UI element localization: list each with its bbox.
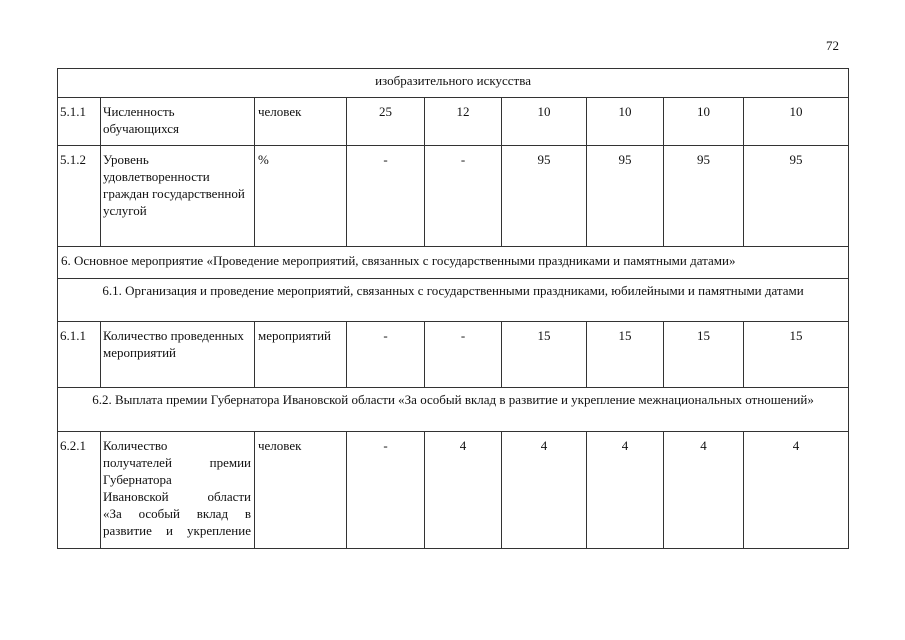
section-heading: 6. Основное мероприятие «Проведение мероприятий, связанных с государственными праздниками и памятными датами» bbox=[58, 247, 849, 279]
table-row bbox=[58, 146, 849, 247]
value-cell: - bbox=[425, 322, 502, 388]
table-row bbox=[58, 247, 849, 279]
value-cell: 15 bbox=[502, 322, 587, 388]
subsection-heading: 6.2. Выплата премии Губернатора Ивановской области «За особый вклад в развитие и укрепление межнациональных отношений» bbox=[58, 388, 849, 432]
indicator-name-line: Ивановской области bbox=[103, 489, 251, 504]
value-cell: 4 bbox=[502, 432, 587, 549]
row-code: 5.1.2 bbox=[58, 146, 101, 247]
table-row bbox=[58, 98, 849, 146]
table-row bbox=[58, 69, 849, 98]
row-code: 6.1.1 bbox=[58, 322, 101, 388]
indicator-name: Численность обучающихся bbox=[101, 98, 255, 146]
indicator-name: Уровень удовлетворенности граждан государственной услугой bbox=[101, 146, 255, 247]
table-row bbox=[58, 432, 849, 549]
row-code: 6.2.1 bbox=[58, 432, 101, 549]
unit-cell: мероприятий bbox=[255, 322, 347, 388]
value-cell: - bbox=[347, 146, 425, 247]
indicator-name-line: «За особый вклад в bbox=[103, 506, 251, 521]
value-cell: - bbox=[425, 146, 502, 247]
indicator-name: Количество проведенных мероприятий bbox=[101, 322, 255, 388]
indicator-name-line: получателей премии bbox=[103, 455, 251, 470]
value-cell: 12 bbox=[425, 98, 502, 146]
value-cell: 10 bbox=[664, 98, 744, 146]
value-cell: 25 bbox=[347, 98, 425, 146]
indicator-name bbox=[101, 432, 255, 549]
unit-cell: человек bbox=[255, 98, 347, 146]
table-row bbox=[58, 322, 849, 388]
value-cell: 10 bbox=[744, 98, 849, 146]
unit-cell: % bbox=[255, 146, 347, 247]
value-cell: 4 bbox=[425, 432, 502, 549]
indicators-table bbox=[57, 68, 849, 549]
row-code: 5.1.1 bbox=[58, 98, 101, 146]
value-cell: 10 bbox=[587, 98, 664, 146]
value-cell: 95 bbox=[587, 146, 664, 247]
page-number: 72 bbox=[826, 38, 839, 53]
section-continuation: изобразительного искусства bbox=[58, 69, 849, 98]
value-cell: - bbox=[347, 432, 425, 549]
indicator-name-line: развитие и укрепление bbox=[103, 523, 251, 538]
value-cell: 4 bbox=[664, 432, 744, 549]
value-cell: 15 bbox=[664, 322, 744, 388]
value-cell: 15 bbox=[744, 322, 849, 388]
table-row bbox=[58, 388, 849, 432]
table-row bbox=[58, 279, 849, 322]
indicator-name-line: Губернатора bbox=[103, 472, 172, 487]
value-cell: 95 bbox=[664, 146, 744, 247]
indicator-name-line: Количество bbox=[103, 438, 168, 453]
value-cell: 4 bbox=[744, 432, 849, 549]
value-cell: 10 bbox=[502, 98, 587, 146]
subsection-heading: 6.1. Организация и проведение мероприятий, связанных с государственными праздниками, юбилейными и памятными датами bbox=[58, 279, 849, 322]
value-cell: - bbox=[347, 322, 425, 388]
value-cell: 95 bbox=[502, 146, 587, 247]
value-cell: 15 bbox=[587, 322, 664, 388]
unit-cell: человек bbox=[255, 432, 347, 549]
value-cell: 95 bbox=[744, 146, 849, 247]
value-cell: 4 bbox=[587, 432, 664, 549]
